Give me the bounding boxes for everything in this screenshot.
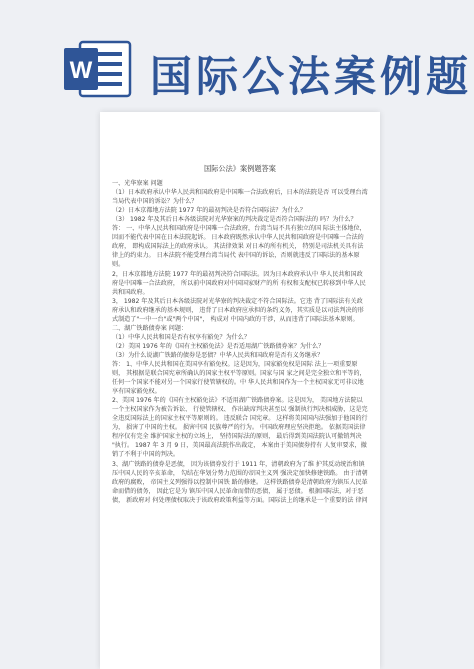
answer-2-3: 3、湖广铁路的债券是恶债， 因为该债券发行于 1911 年，清朝政府为了维 护其反动统治和镇压中国人民的辛亥革命， 勾结在华划分势力范围的帝国主义列 强决定加快修建铁路。 由于清朝政府的腐败， 帝国主义列强得以控制中国铁 路的修建。 这样铁路债券是清朝政府为镇压人民革命而借的债务， 因此它是为 镇压中国人民革命而借的恶债， 属于恶债。 根据国际法，对于恶债， 新政府对 何处理债权取决于该政府政策利益等方面。国际法上的继承是一个重要的法 律问 <box>112 460 368 504</box>
banner <box>0 0 474 112</box>
question-1-2: （2）日本京都地方法院 1977 年的最初判决是否符合国际法？为什么？ <box>112 207 306 215</box>
question-2-3: （3）为什么说湖广铁路的债券是恶债？中华人民共和国政府是否有义务继承？ <box>112 351 324 359</box>
answer-2-2: 2、美国 1976 年的《国有主权豁免法》不适用湖广铁路债券案。这是因为， 美国地方法院以一个主权国家作为被告诉讼、 行使管辖权、 作出缺席判决甚至以 强制执行判决相威胁，这是完全违反国际法上的国家主权平等原则的。 违反联合 国宪章。 这样将美国国内法强加于他国的行为， 损害了中国的主权。 损害中国 民族尊严的行为。 中国政府理应坚决拒绝。 依据美国法律程序仅有完全 维护国家主权的立场上， 坚持国际法的原则， 最后得到美国法院认可撤销判决 "执行。 1987 年 3 月 9 日，美国最高法院作出裁定， 本案由于美国债券持有 人复审要求，撤销了不利于中国的判决。 <box>112 397 368 459</box>
answer-1-1: 答： 一、中华人民共和国政府是中国唯一合法政府，台湾当局不具有独立的国 际法主体地位， 因而不能代表中国在日本法院起诉。 日本政府既然承认中华人民共和国政府是中国唯一合法的政府， 即构成国际法上的政府承认。 其法律效果 对日本的所有机关， 特别是司法机关具有法律上的约束力。 日本法院不能受理台湾当局代 表中国的诉讼，否则就违反了国际法的基本原则。 <box>112 225 366 269</box>
answer-1-3: 3， 1982 年及其后日本各级法院对光华寮的判决裁定不符合国际法。它违 背了国际法有关政府承认和政府继承的基本规则， 违背了日本政府应承担的条约义务，其实质是以司法判决的形式制造了"一中一台"或"两个中国"， 构成对 中国内政的干涉，从而违背了国际法基本原则。 <box>112 297 364 323</box>
answer-2-1: 答： 1、中华人民共和国在美国享有豁免权。这是因为，国家豁免权是国际 法上一项重要原则， 其根据是联合国宪章所确认的国家主权平等原则。国家与国 家之间是完全独立和平等的， 任何一个国家不能对另一个国家行使管辖权的。中 华人民共和国作为一个主权国家无可非议地享有国家豁免权。 <box>112 360 366 396</box>
word-document-icon <box>62 40 136 98</box>
document-body <box>112 164 368 505</box>
heading-case-2: 二、湖广铁路债券案 问题： <box>112 324 188 332</box>
banner-title: 国际公法案例题 <box>150 52 473 101</box>
document-title: 国际公法》案例题答案 <box>204 164 276 173</box>
question-2-2: （2）美国 1976 年的《国有主权豁免法》是否适用湖广铁路债券案？为什么？ <box>112 342 325 350</box>
word-logo-letter: W <box>69 57 93 84</box>
question-1-1: （1）日本政府承认中华人民共和国政府是中国唯一合法政府后，日本的法院是否 可以受理台湾当局代表中国的诉讼？为什么？ <box>112 189 368 206</box>
answer-1-2: 2，日本京都地方法院 1977 年的最初判决符合国际法。因为日本政府承认中 华人民共和国政府是中国唯一合法政府， 所以前中国政府对中国国家财产的所 有权和支配权已转移到中华人民共和国政府。 <box>112 270 366 296</box>
heading-case-1: 一、光华寮案 问题 <box>112 180 163 188</box>
document-page <box>100 112 380 669</box>
question-2-1: （1）中华人民共和国是否有权享有豁免？为什么？ <box>112 333 250 341</box>
question-1-3: （3） 1982 年及其后日本各级法院对光华寮案的判决裁定是否符合国际法的 吗？为什么？ <box>112 216 357 224</box>
